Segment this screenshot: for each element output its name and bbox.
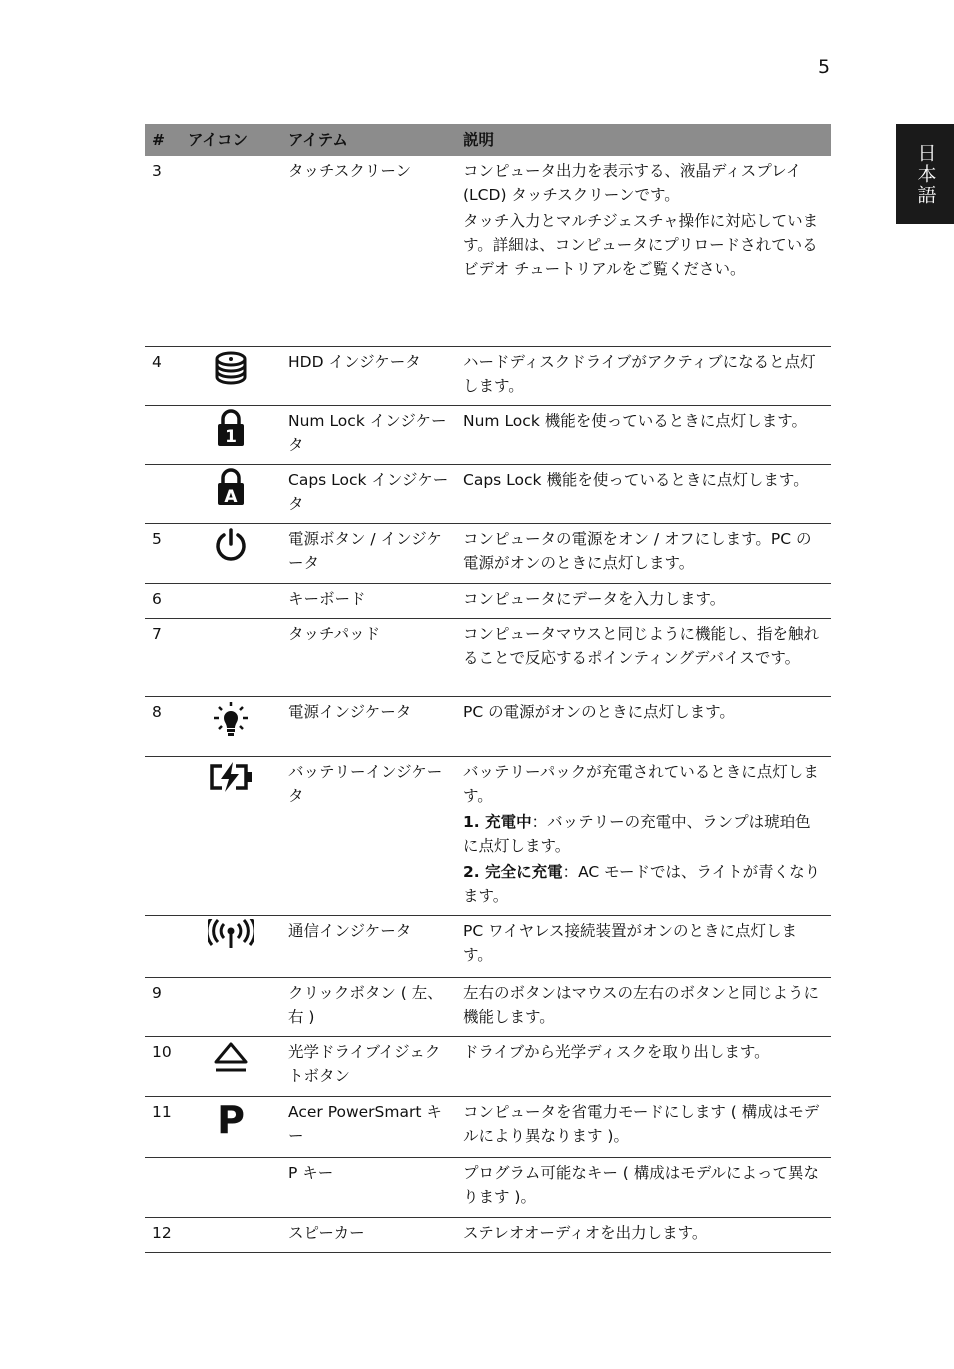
table-row	[145, 756, 831, 915]
row-num	[145, 1157, 181, 1217]
row-description	[456, 756, 831, 915]
row-description	[456, 346, 831, 405]
row-icon	[181, 523, 281, 583]
header-description: 説明	[456, 124, 831, 156]
table-row	[145, 523, 831, 583]
description-text: コンピュータを省電力モードにします ( 構成はモデルにより異なります )。	[463, 1102, 820, 1145]
row-item: Acer PowerSmart キー	[281, 1096, 456, 1157]
row-num: 8	[145, 696, 181, 756]
row-description	[456, 405, 831, 464]
row-description	[456, 696, 831, 756]
table-row	[145, 583, 831, 618]
note-text: ：バッテリーの充電中、ランプは琥珀色に点灯します。	[463, 812, 811, 855]
row-description	[456, 1157, 831, 1217]
row-item: 通信インジケータ	[281, 915, 456, 977]
num-lock-icon	[216, 409, 246, 447]
table-row	[145, 346, 831, 405]
row-icon	[181, 405, 281, 464]
note-text: ：AC モードでは、ライトが青くなります。	[463, 862, 821, 905]
svg-text:A: A	[224, 486, 238, 506]
hdd-icon	[214, 350, 248, 386]
row-icon	[181, 1157, 281, 1217]
row-item: HDD インジケータ	[281, 346, 456, 405]
table-row	[145, 1036, 831, 1096]
page-number: 5	[818, 56, 831, 78]
row-icon	[181, 915, 281, 977]
row-item: P キー	[281, 1157, 456, 1217]
spec-table	[145, 124, 831, 1253]
row-item: スピーカー	[281, 1217, 456, 1252]
row-icon	[181, 756, 281, 915]
power-icon	[213, 527, 249, 563]
description-text: ドライブから光学ディスクを取り出します。	[463, 1042, 770, 1061]
row-num: 5	[145, 523, 181, 583]
row-icon	[181, 156, 281, 346]
description-text: PC の電源がオンのときに点灯します。	[463, 702, 735, 721]
row-num	[145, 405, 181, 464]
header-item: アイテム	[281, 124, 456, 156]
p-key-icon	[216, 1100, 246, 1136]
description-text: 左右のボタンはマウスの左右のボタンと同じように機能します。	[463, 983, 820, 1026]
row-item: タッチスクリーン	[281, 156, 456, 346]
table-row	[145, 696, 831, 756]
row-num: 7	[145, 618, 181, 696]
table-row	[145, 405, 831, 464]
table-row	[145, 1096, 831, 1157]
svg-text:1: 1	[225, 426, 237, 447]
eject-icon	[213, 1040, 249, 1074]
row-item: 電源インジケータ	[281, 696, 456, 756]
row-icon	[181, 1217, 281, 1252]
description-text: Num Lock 機能を使っているときに点灯します。	[463, 411, 807, 430]
row-num: 4	[145, 346, 181, 405]
row-item: 電源ボタン / インジケータ	[281, 523, 456, 583]
row-num	[145, 915, 181, 977]
row-item: キーボード	[281, 583, 456, 618]
row-icon	[181, 618, 281, 696]
description-text: コンピュータマウスと同じように機能し、指を触れることで反応するポインティングデバイスです。	[463, 624, 820, 667]
language-tab-label: 日本語	[914, 142, 937, 206]
description-text: ステレオオーディオを出力します。	[463, 1223, 708, 1242]
note-label: 2. 完全に充電	[463, 862, 563, 881]
row-item: Caps Lock インジケータ	[281, 464, 456, 523]
table-row	[145, 915, 831, 977]
row-description	[456, 523, 831, 583]
description-text: コンピュータ出力を表示する、液晶ディスプレイ (LCD) タッチスクリーンです。	[463, 162, 802, 204]
row-icon	[181, 696, 281, 756]
row-num: 3	[145, 156, 181, 346]
full-charge-note	[463, 860, 824, 908]
description-text: ハードディスクドライブがアクティブになると点灯します。	[463, 352, 816, 395]
table-row	[145, 464, 831, 523]
table-row	[145, 156, 831, 346]
row-num: 11	[145, 1096, 181, 1157]
description-text: プログラム可能なキー ( 構成はモデルによって異なります )。	[463, 1163, 819, 1206]
row-description	[456, 618, 831, 696]
row-num: 12	[145, 1217, 181, 1252]
row-description	[456, 1096, 831, 1157]
power-light-icon	[211, 700, 251, 740]
row-num	[145, 756, 181, 915]
table-header-row	[145, 124, 831, 156]
row-icon	[181, 1096, 281, 1157]
row-item: クリックボタン ( 左、右 )	[281, 977, 456, 1036]
description-text: PC ワイヤレス接続装置がオンのときに点灯します。	[463, 921, 798, 964]
row-description	[456, 1217, 831, 1252]
table-row	[145, 1157, 831, 1217]
header-icon: アイコン	[181, 124, 281, 156]
row-item: バッテリーインジケータ	[281, 756, 456, 915]
row-description	[456, 156, 831, 346]
row-num: 6	[145, 583, 181, 618]
row-num: 10	[145, 1036, 181, 1096]
row-description	[456, 583, 831, 618]
row-num	[145, 464, 181, 523]
caps-lock-icon	[216, 468, 246, 506]
row-icon	[181, 583, 281, 618]
row-num: 9	[145, 977, 181, 1036]
description-text: コンピュータにデータを入力します。	[463, 589, 726, 608]
description-text: バッテリーパックが充電されているときに点灯します。	[463, 762, 819, 805]
row-description	[456, 977, 831, 1036]
row-icon	[181, 464, 281, 523]
svg-text:P: P	[217, 1099, 245, 1136]
row-item: 光学ドライブイジェクトボタン	[281, 1036, 456, 1096]
row-description	[456, 464, 831, 523]
row-icon	[181, 346, 281, 405]
row-icon	[181, 977, 281, 1036]
table-row	[145, 1217, 831, 1252]
description-text: Caps Lock 機能を使っているときに点灯します。	[463, 470, 809, 489]
language-tab	[896, 124, 954, 224]
description-text: コンピュータの電源をオン / オフにします。PC の電源がオンのときに点灯します。	[463, 529, 812, 572]
description-text: タッチ入力とマルチジェスチャ操作に対応しています。詳細は、コンピュータにプリロードされているビデオ チュートリアルをご覧ください。	[463, 212, 819, 278]
row-description	[456, 915, 831, 977]
battery-icon	[208, 760, 254, 794]
wireless-icon	[208, 919, 254, 951]
charging-note	[463, 810, 824, 858]
row-item: タッチパッド	[281, 618, 456, 696]
row-description	[456, 1036, 831, 1096]
note-label: 1. 充電中	[463, 812, 532, 831]
header-num: #	[145, 124, 181, 156]
row-icon	[181, 1036, 281, 1096]
table-row	[145, 977, 831, 1036]
table-row	[145, 618, 831, 696]
row-item: Num Lock インジケータ	[281, 405, 456, 464]
